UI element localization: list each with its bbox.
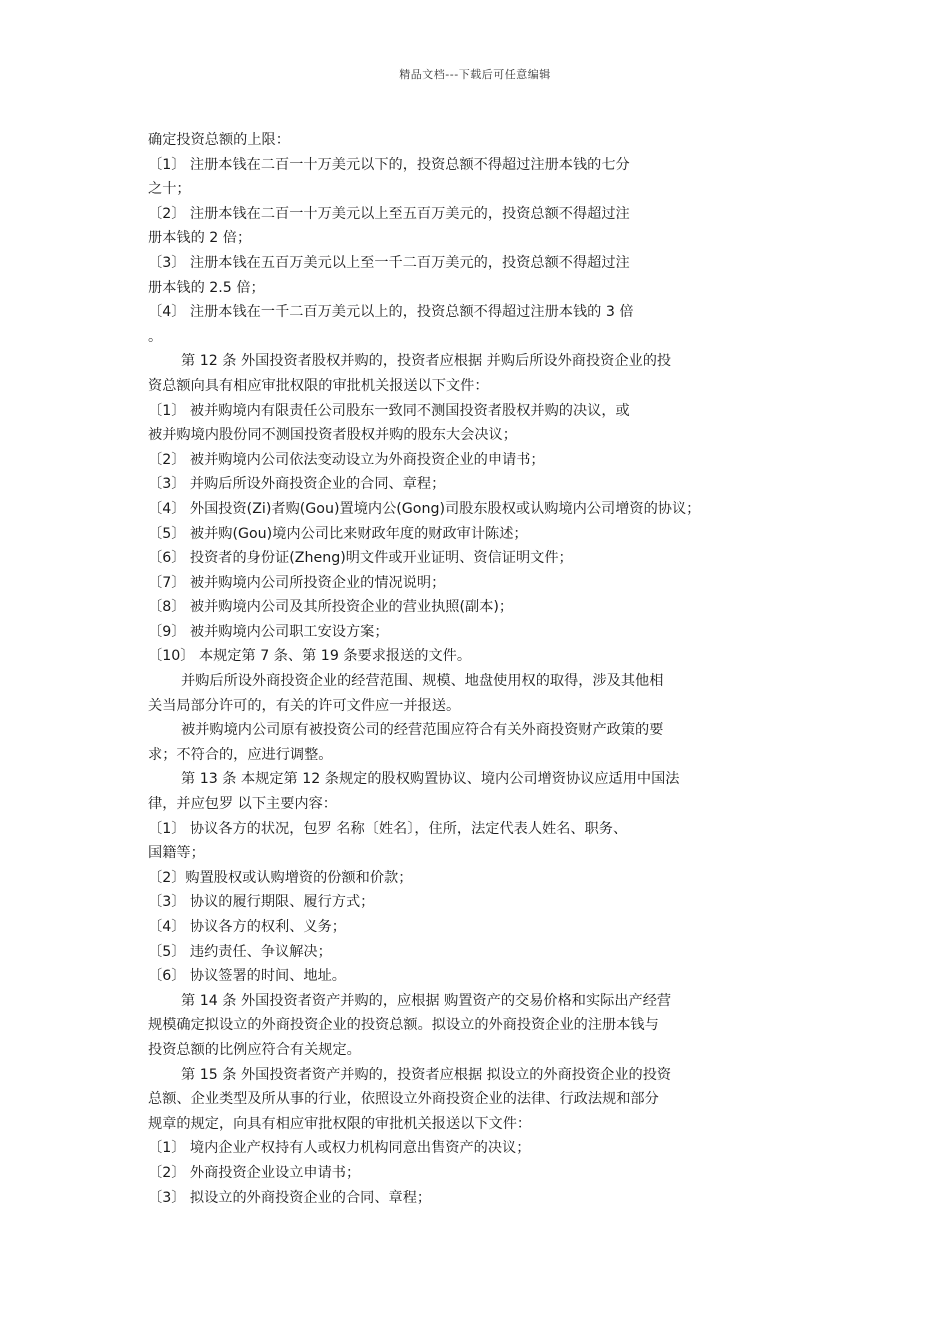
text-line: 〔9〕 被并购境内公司职工安设方案；: [148, 623, 389, 640]
text-line: 〔7〕 被并购境内公司所投资企业的情况说明；: [148, 574, 446, 591]
text-line: 律，并应包罗 以下主要内容：: [148, 796, 337, 813]
text-line: 〔5〕 被并购(Gou)境内公司比来财政年度的财政审计陈述；: [148, 525, 528, 542]
text-line: 〔4〕 注册本钱在一千二百万美元以上的，投资总额不得超过注册本钱的 3 倍: [148, 304, 634, 321]
text-line: 被并购境内股份同不测国投资者股权并购的股东大会决议；: [148, 427, 517, 444]
text-line: 〔2〕 注册本钱在二百一十万美元以上至五百万美元的，投资总额不得超过注: [148, 205, 630, 222]
text-line: 册本钱的 2.5 倍；: [148, 279, 265, 296]
text-line: 〔2〕 被并购境内公司依法变动设立为外商投资企业的申请书；: [148, 451, 545, 468]
text-line: 〔3〕 注册本钱在五百万美元以上至一千二百万美元的，投资总额不得超过注: [148, 254, 630, 271]
text-line: 〔2〕购置股权或认购增资的份额和价款；: [148, 869, 413, 886]
text-line: 关当局部分许可的，有关的许可文件应一并报送。: [148, 697, 461, 714]
text-line: 第 14 条 外国投资者资产并购的，应根据 购置资产的交易价格和实际出产经营: [181, 992, 672, 1009]
text-line: 〔1〕 注册本钱在二百一十万美元以下的，投资总额不得超过注册本钱的七分: [148, 156, 630, 173]
text-line: 〔6〕 协议签署的时间、地址。: [148, 968, 346, 985]
text-line: 〔4〕 外国投资(Zi)者购(Gou)置境内公(Gong)司股东股权或认购境内公司增资的协议；: [148, 500, 701, 517]
text-line: 〔3〕 并购后所设外商投资企业的合同、章程；: [148, 476, 446, 493]
text-line: 第 12 条 外国投资者股权并购的，投资者应根据 并购后所设外商投资企业的投: [181, 353, 672, 370]
text-line: 资总额向具有相应审批权限的审批机关报送以下文件：: [148, 377, 489, 394]
text-line: 并购后所设外商投资企业的经营范围、规模、地盘使用权的取得，涉及其他相: [181, 673, 664, 690]
text-line: 确定投资总额的上限：: [148, 132, 290, 148]
text-line: 〔1〕 被并购境内有限责任公司股东一致同不测国投资者股权并购的决议，或: [148, 402, 630, 419]
text-line: 国籍等；: [148, 845, 205, 862]
text-line: 〔2〕 外商投资企业设立申请书；: [148, 1164, 361, 1181]
document-body: [148, 128, 808, 1210]
text-line: 规章的规定，向具有相应审批权限的审批机关报送以下文件：: [148, 1115, 532, 1132]
page-header: 精品文档---下载后可任意编辑: [399, 68, 551, 81]
text-line: 册本钱的 2 倍；: [148, 230, 252, 247]
text-line: 〔4〕 协议各方的权利、义务；: [148, 919, 346, 935]
text-line: 第 13 条 本规定第 12 条规定的股权购置协议、境内公司增资协议应适用中国法: [181, 771, 680, 788]
text-line: 投资总额的比例应符合有关规定。: [148, 1041, 361, 1058]
text-line: 〔1〕 境内企业产权持有人或权力机构同意出售资产的决议；: [148, 1140, 531, 1157]
text-line: 。: [148, 328, 163, 345]
text-line: 〔3〕 拟设立的外商投资企业的合同、章程；: [148, 1189, 432, 1206]
text-line: 第 15 条 外国投资者资产并购的，投资者应根据 拟设立的外商投资企业的投资: [181, 1066, 672, 1083]
text-line: 求；不符合的，应进行调整。: [148, 746, 333, 763]
text-line: 被并购境内公司原有被投资公司的经营范围应符合有关外商投资财产政策的要: [181, 722, 664, 739]
text-line: 之十；: [148, 181, 191, 198]
text-line: 总额、企业类型及所从事的行业，依照设立外商投资企业的法律、行政法规和部分: [148, 1091, 659, 1108]
text-line: 〔1〕 协议各方的状况，包罗 名称〔姓名〕，住所，法定代表人姓名、职务、: [148, 820, 628, 837]
text-line: 〔5〕 违约责任、争议解决；: [148, 943, 332, 960]
text-line: 〔3〕 协议的履行期限、履行方式；: [148, 894, 375, 911]
text-line: 〔8〕 被并购境内公司及其所投资企业的营业执照(副本)；: [148, 599, 514, 616]
text-line: 规模确定拟设立的外商投资企业的投资总额。拟设立的外商投资企业的注册本钱与: [148, 1017, 659, 1034]
text-line: 〔6〕 投资者的身份证(Zheng)明文件或开业证明、资信证明文件；: [148, 550, 573, 567]
text-line: 〔10〕 本规定第 7 条、第 19 条要求报送的文件。: [148, 648, 472, 665]
